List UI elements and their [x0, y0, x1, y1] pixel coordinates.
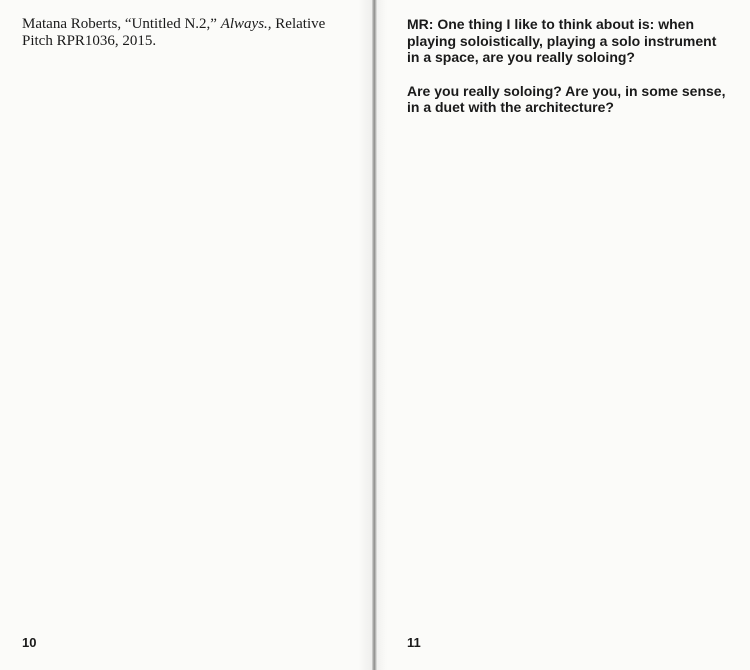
right-page	[377, 0, 750, 670]
page-fold-shadow	[377, 0, 387, 670]
citation-label: Relative Pitch RPR1036, 2015.	[22, 16, 326, 49]
paragraph: Are you really soloing? Are you, in some sense, in a duet with the architecture?	[407, 82, 726, 115]
interview-text	[407, 16, 727, 133]
album-title: Always.,	[220, 16, 272, 32]
discography-citation	[22, 16, 342, 50]
page-fold-shadow	[358, 0, 372, 670]
citation-text: Matana Roberts, “Untitled N.2,”	[22, 16, 221, 32]
page-number: 11	[407, 635, 421, 650]
paragraph: MR: One thing I like to think about is: when playing soloistically, playing a solo instrument in a space, are you really soloing?	[407, 16, 717, 65]
left-page	[0, 0, 372, 670]
page-number: 10	[22, 635, 37, 650]
